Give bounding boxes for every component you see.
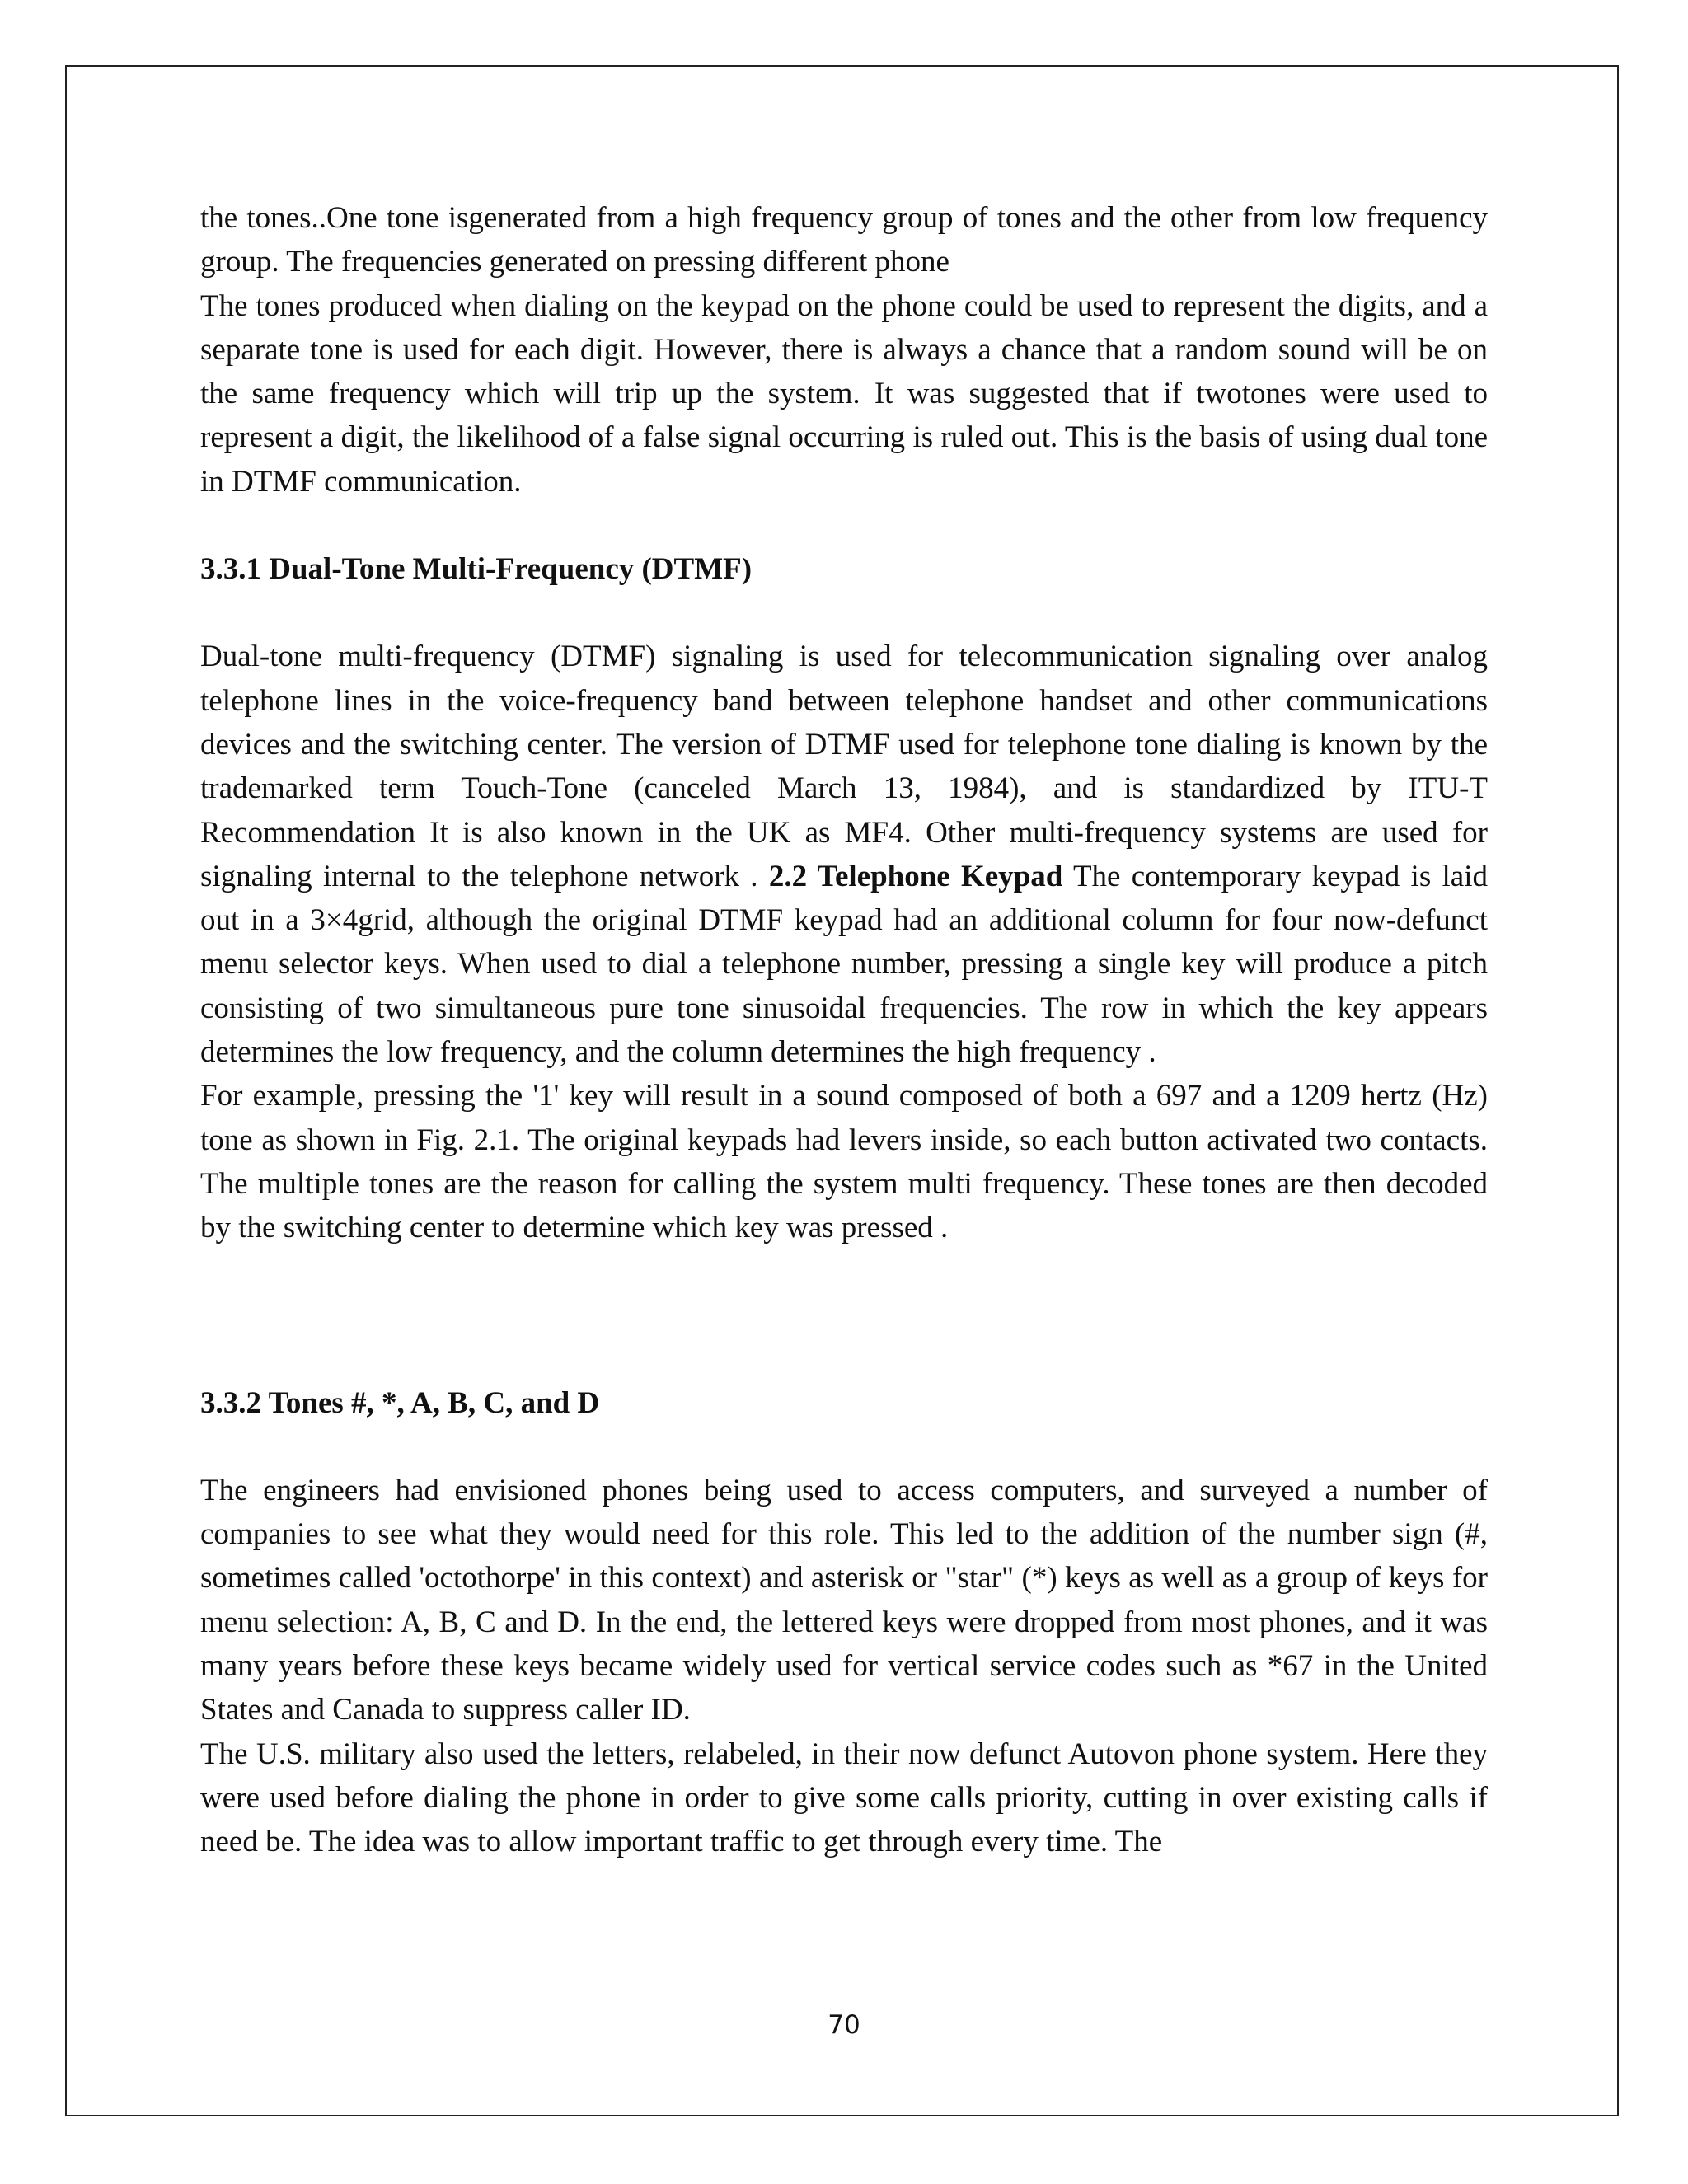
spacer	[200, 1250, 1488, 1381]
spacer	[200, 504, 1488, 547]
section-heading-332: 3.3.2 Tones #, *, A, B, C, and D	[200, 1385, 600, 1420]
intro-paragraph-2: The tones produced when dialing on the keypad on the phone could be used to represent the digits, and a separate tone is used for each digit. However, there is always a chance that a random sound will be on the same frequency which will trip up the system. It was suggested that if twotones were used to represent a digit, the likelihood of a false signal occurring is ruled out. This is the basis of using dual tone in DTMF communication.	[200, 288, 1488, 499]
page-content	[200, 196, 1488, 1864]
spacer	[200, 1425, 1488, 1469]
tones-paragraph-1: The engineers had envisioned phones being used to access computers, and surveyed a number of companies to see what they would need for this role. This led to the addition of the number sign (#, sometimes called 'octothorpe' in this context) and asterisk or "star" (*) keys as well as a group of keys for menu selection: A, B, C and D. In the end, the lettered keys were dropped from most phones, and it was many years before these keys became widely used for vertical service codes such as *67 in the United States and Canada to suppress caller ID.	[200, 1473, 1488, 1727]
tones-paragraph-2: The U.S. military also used the letters, relabeled, in their now defunct Autovon phone system. Here they were used before dialing the phone in order to give some calls priority, cutting in over existing calls if need be. The idea was to allow important traffic to get through every time. The	[200, 1736, 1488, 1859]
page-number: 70	[828, 2010, 860, 2040]
dtmf-paragraph-2: For example, pressing the '1' key will result in a sound composed of both a 697 and a 1209 hertz (Hz) tone as shown in Fig. 2.1. The original keypads had levers inside, so each button activated two contacts. The multiple tones are the reason for calling the system multi frequency. These tones are then decoded by the switching center to determine which key was pressed .	[200, 1079, 1488, 1245]
dtmf-paragraph-1-text-b: The contemporary keypad is laid out in a 3×4grid, although the original DTMF keypad had an additional column for four now-defunct menu selector keys. When used to dial a telephone number, pressing a single key will produce a pitch consisting of two simultaneous pure tone sinusoidal frequencies. The row in which the key appears determines the low frequency, and the column determines the high frequency .	[200, 859, 1488, 1070]
section-heading-331: 3.3.1 Dual-Tone Multi-Frequency (DTMF)	[200, 552, 753, 587]
telephone-keypad-inline-heading: 2.2 Telephone Keypad	[768, 859, 1063, 893]
dtmf-paragraph-1-text-a: Dual-tone multi-frequency (DTMF) signaling is used for telecommunication signaling over analog telephone lines in the voice-frequency band between telephone handset and other communications devices and the switching center. The version of DTMF used for telephone tone dialing is known by the trademarked term Touch-Tone (canceled March 13, 1984), and is standardized by ITU-T Recommendation It is also known in the UK as MF4. Other multi-frequency systems are used for signaling internal to the telephone network .	[200, 640, 1488, 893]
spacer	[200, 591, 1488, 635]
intro-paragraph-1: the tones..One tone isgenerated from a high frequency group of tones and the other from low frequency group. The frequencies generated on pressing different phone	[200, 201, 1488, 279]
dtmf-paragraph-1	[200, 635, 1488, 1074]
